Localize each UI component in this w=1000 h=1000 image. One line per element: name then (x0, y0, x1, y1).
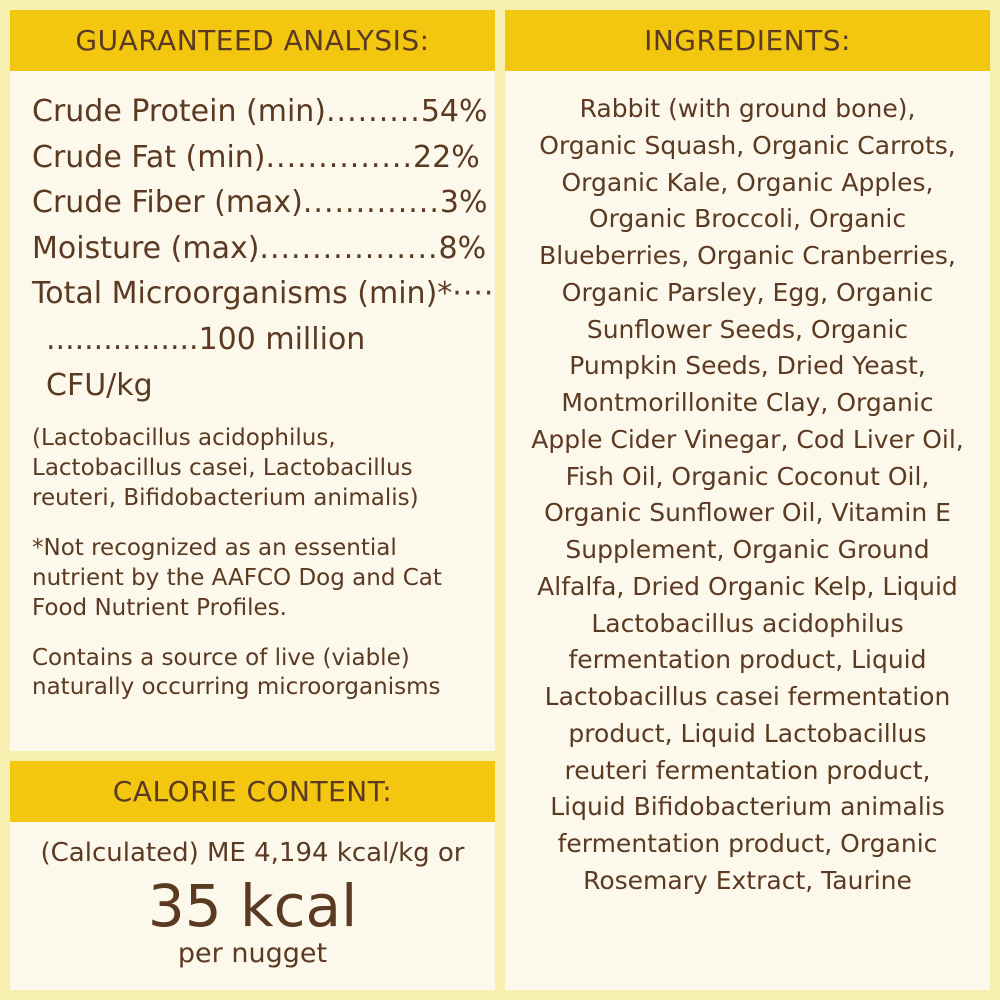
ga-label: Crude Fat (min) (32, 139, 266, 175)
asterisk-note: *Not recognized as an essential nutrient by the AAFCO Dog and Cat Food Nutrient Profiles. (32, 534, 442, 621)
calorie-per-nugget-value: 35 kcal (147, 871, 358, 940)
left-column (10, 10, 495, 990)
ga-dots: ···· (452, 276, 495, 312)
table-row (32, 271, 495, 317)
guaranteed-analysis-heading: GUARANTEED ANALYSIS: (10, 10, 495, 71)
calorie-me-line: (Calculated) ME 4,194 kcal/kg or (40, 837, 465, 868)
ga-dots: ................. (259, 230, 439, 266)
right-column (505, 10, 990, 990)
guaranteed-analysis-panel (10, 10, 495, 751)
ga-value: 22% (413, 139, 480, 175)
ga-label: Crude Fiber (max) (32, 185, 303, 221)
ga-dots: .............. (265, 139, 414, 175)
ga-dots: ......... (326, 94, 421, 129)
ga-value: 3% (439, 185, 488, 221)
ga-continuation: ................100 million CFU/kg (46, 321, 366, 403)
table-row (32, 135, 480, 181)
ga-label: Moisture (max) (32, 230, 260, 266)
ga-value: 54% (420, 94, 488, 129)
calorie-per-nugget-label: per nugget (177, 937, 328, 969)
guaranteed-analysis-list (32, 89, 495, 408)
table-row (32, 226, 487, 272)
calorie-content-panel (10, 761, 495, 990)
ingredients-body (505, 71, 990, 918)
ingredients-panel (505, 10, 990, 990)
calorie-content-heading: CALORIE CONTENT: (10, 761, 495, 822)
cultures-note: (Lactobacillus acidophilus, Lactobacillus casei, Lactobacillus reuteri, Bifidobacterium animalis) (32, 425, 419, 511)
calorie-content-body (10, 822, 495, 990)
guaranteed-analysis-body (10, 71, 495, 751)
ingredients-text: Rabbit (with ground bone), Organic Squash, Organic Carrots, Organic Kale, Organic Apples, Organic Broccoli, Organic Blueberries, Organic Cranberries, Organic Parsley, Egg, Organic Sunflower Seeds, Organic Pumpkin Seeds, Dried Yeast, Montmorillonite Clay, Organic Apple Cider Vinegar, Cod Liver Oil, Fish Oil, Organic Coconut Oil, Organic Sunflower Oil, Vitamin E Supplement, Organic Ground Alfalfa, Dried Organic Kelp, Liquid Lactobacillus acidophilus fermentation product, Liquid Lactobacillus casei fermentation product, Liquid Lactobacillus reuteri fermentation product, Liquid Bifidobacterium animalis fermentation product, Organic Rosemary Extract, Taurine (531, 94, 964, 895)
table-row (32, 180, 488, 226)
ga-dots: ............. (302, 185, 440, 221)
live-microorganisms-note: Contains a source of live (viable) naturally occurring microorganisms (32, 644, 441, 701)
ga-label: Total Microorganisms (min)* (32, 276, 453, 312)
ingredients-heading: INGREDIENTS: (505, 10, 990, 71)
ga-value: 8% (438, 230, 487, 266)
table-row (32, 89, 488, 135)
ga-label: Crude Protein (min) (32, 94, 327, 129)
